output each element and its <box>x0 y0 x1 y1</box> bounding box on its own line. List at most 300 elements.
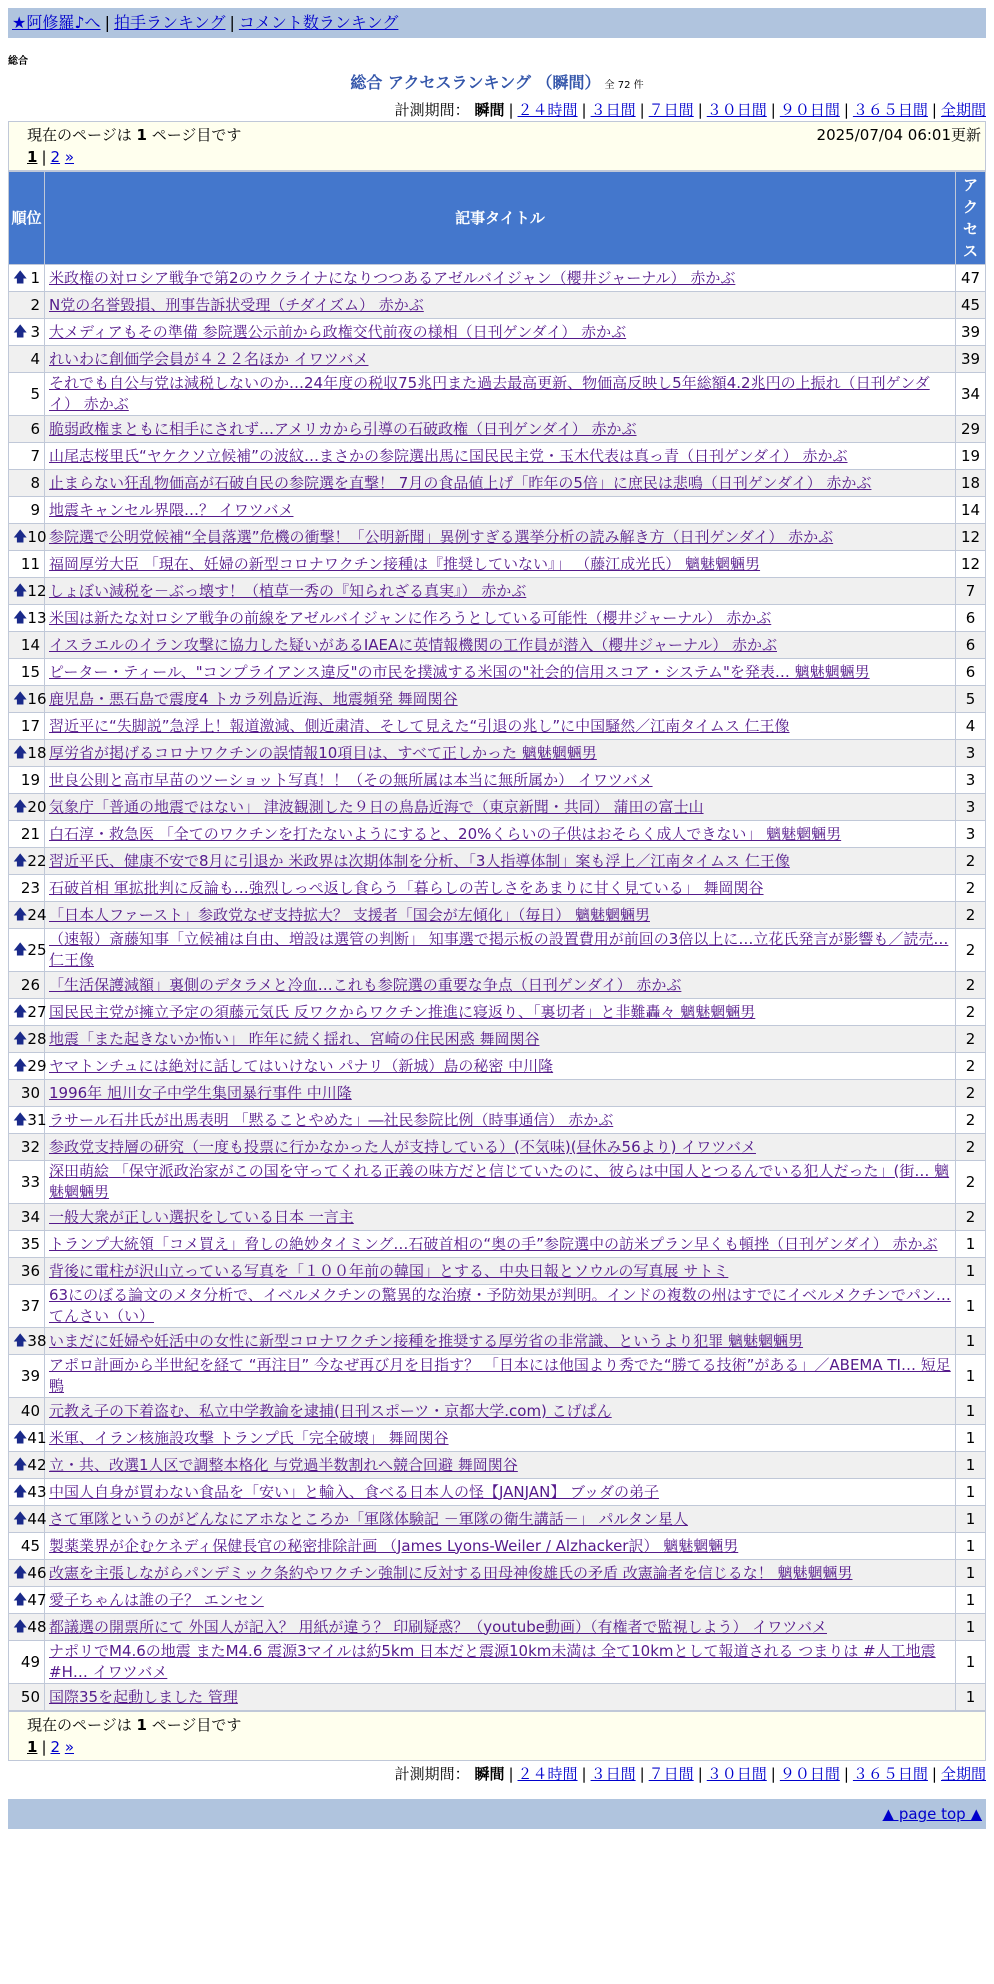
rank-number: 9 <box>30 500 40 519</box>
title-cell <box>45 1684 956 1711</box>
period-separator: | <box>697 101 703 119</box>
article-link[interactable]: 立・共、改選1人区で調整本格化 与党過半数割れへ競合回避 舞岡関谷 <box>49 1455 518 1474</box>
title-cell <box>45 1053 956 1080</box>
title-cell <box>45 1587 956 1614</box>
period-link[interactable]: ７日間 <box>648 1765 694 1783</box>
ranking-table <box>8 171 986 1711</box>
rank-cell <box>9 443 45 470</box>
access-count: 1 <box>956 1506 986 1533</box>
title-cell <box>45 373 956 416</box>
title-cell <box>45 1506 956 1533</box>
table-row <box>9 265 986 292</box>
article-link[interactable]: 世良公則と高市早苗のツーショット写真！！（その無所属は本当に無所属か） イワツバメ <box>49 770 653 789</box>
rank-cell <box>9 1026 45 1053</box>
article-link[interactable]: 地震キャンセル界隈…？ イワツバメ <box>49 500 294 519</box>
title-cell <box>45 265 956 292</box>
title-cell <box>45 929 956 972</box>
rank-up-arrow-icon: 🡅 <box>13 798 28 815</box>
rank-cell <box>9 497 45 524</box>
article-link[interactable]: 国際35を起動しました 管理 <box>49 1687 238 1706</box>
nav-separator: | <box>229 13 235 32</box>
rank-cell <box>9 470 45 497</box>
access-count: 5 <box>956 686 986 713</box>
article-link[interactable]: 白石淳・救急医 「全てのワクチンを打たないようにすると、20%くらいの子供はおそらく成人できない」 魑魅魍魎男 <box>49 824 842 843</box>
rank-number: 45 <box>20 1536 40 1555</box>
page-2-link[interactable]: 2 <box>50 148 61 166</box>
access-count: 2 <box>956 999 986 1026</box>
article-link[interactable]: ヤマトンチュには絶対に話してはいけない パナリ（新城）島の秘密 中川隆 <box>49 1056 554 1075</box>
rank-number: 21 <box>20 824 40 843</box>
access-count: 39 <box>956 319 986 346</box>
rank-number: 31 <box>27 1110 47 1129</box>
article-link[interactable]: 国民民主党が擁立予定の須藤元気氏 反ワクからワクチン推進に寝返り、「裏切者」と非難轟々 魑魅魍魎男 <box>49 1002 756 1021</box>
rank-cell <box>9 1328 45 1355</box>
rank-number: 1 <box>30 268 40 287</box>
rank-cell <box>9 319 45 346</box>
rank-number: 43 <box>27 1482 47 1501</box>
page-1-link[interactable]: 1 <box>27 148 38 166</box>
table-row <box>9 1134 986 1161</box>
title-cell <box>45 1614 956 1641</box>
rank-number: 50 <box>20 1687 40 1706</box>
access-count: 1 <box>956 1328 986 1355</box>
rank-number: 10 <box>27 527 47 546</box>
table-row <box>9 1560 986 1587</box>
table-row <box>9 1161 986 1204</box>
article-link[interactable]: いまだに妊婦や妊活中の女性に新型コロナワクチン接種を推奨する厚労省の非常識、というより犯罪 魑魅魍魎男 <box>49 1331 804 1350</box>
article-link[interactable]: 背後に電柱が沢山立っている写真を「１００年前の韓国」とする、中央日報とソウルの写真展 サトミ <box>49 1261 729 1280</box>
rank-number: 7 <box>30 446 40 465</box>
header-access: アクセス <box>956 172 986 265</box>
article-link[interactable]: 山尾志桜里氏“ヤケクソ立候補”の波紋…まさかの参院選出馬に国民民主党・玉木代表は真っ青（日刊ゲンダイ） 赤かぶ <box>49 446 848 465</box>
period-link[interactable]: ３６５日間 <box>852 101 928 119</box>
top-nav-bar <box>8 8 986 38</box>
rank-number: 3 <box>30 322 40 341</box>
table-row <box>9 346 986 373</box>
home-link[interactable]: ★阿修羅♪へ <box>12 13 101 32</box>
title-cell <box>45 1398 956 1425</box>
table-row <box>9 767 986 794</box>
title-cell <box>45 524 956 551</box>
article-link[interactable]: 製薬業界が企むケネディ保健長官の秘密排除計画 （James Lyons-Weiler / Alzhacker訳） 魑魅魍魎男 <box>49 1536 739 1555</box>
period-separator: | <box>843 101 849 119</box>
article-link[interactable]: 深田萌絵 「保守派政治家がこの国を守ってくれる正義の味方だと信じていたのに、彼らは中国人とつるんでいる犯人だった」(街… 魑魅魍魎男 <box>49 1162 950 1201</box>
period-selector-bottom <box>8 1763 986 1785</box>
article-link[interactable]: 改憲を主張しながらパンデミック条約やワクチン強制に反対する田母神俊雄氏の矛盾 改憲論者を信じるな！ 魑魅魍魎男 <box>49 1563 853 1582</box>
next-page-link[interactable]: » <box>64 148 75 166</box>
title-cell <box>45 605 956 632</box>
bottom-bar <box>8 1799 986 1829</box>
access-count: 1 <box>956 1231 986 1258</box>
table-row <box>9 1479 986 1506</box>
rank-number: 35 <box>20 1234 40 1253</box>
rank-cell <box>9 821 45 848</box>
article-link[interactable]: 米国は新たな対ロシア戦争の前線をアゼルバイジャンに作ろうとしている可能性（櫻井ジャーナル） 赤かぶ <box>49 608 772 627</box>
table-row <box>9 373 986 416</box>
article-link[interactable]: 63にのぼる論文のメタ分析で、イベルメクチンの驚異的な治療・予防効果が判明。インドの複数の州はすでにイベルメクチンでパン… てんさい（い） <box>49 1286 951 1325</box>
rank-cell <box>9 1134 45 1161</box>
article-link[interactable]: N党の名誉毀損、刑事告訴状受理（チダイズム） 赤かぶ <box>49 295 424 314</box>
table-row <box>9 999 986 1026</box>
rank-cell <box>9 1587 45 1614</box>
rank-number: 14 <box>20 635 40 654</box>
title-cell <box>45 443 956 470</box>
article-link[interactable]: 都議選の開票所にて 外国人が記入？ 用紙が違う？ 印刷疑惑？（youtube動画）（有権者で監視しよう） イワツバメ <box>49 1617 827 1636</box>
period-link[interactable]: 全期間 <box>940 1765 986 1783</box>
table-row <box>9 1452 986 1479</box>
article-link[interactable]: ラサール石井氏が出馬表明 「黙ることやめた」―社民参院比例（時事通信） 赤かぶ <box>49 1110 614 1129</box>
period-separator: | <box>697 1765 703 1783</box>
total-count: 全 72 件 <box>604 80 644 91</box>
rank-up-arrow-icon: 🡅 <box>13 1030 28 1047</box>
title-cell <box>45 1452 956 1479</box>
title-cell <box>45 794 956 821</box>
rank-cell <box>9 659 45 686</box>
rank-cell <box>9 1231 45 1258</box>
access-count: 3 <box>956 740 986 767</box>
rank-up-arrow-icon: 🡅 <box>13 1591 28 1608</box>
rank-up-arrow-icon: 🡅 <box>13 1483 28 1500</box>
rank-number: 25 <box>27 940 47 959</box>
period-separator: | <box>931 1765 937 1783</box>
article-link[interactable]: 「日本人ファースト」参政党なぜ支持拡大？ 支援者「国会が左傾化」（毎日） 魑魅魍魎男 <box>49 905 650 924</box>
rank-up-arrow-icon: 🡅 <box>13 609 28 626</box>
access-count: 34 <box>956 373 986 416</box>
article-link[interactable]: れいわに創価学会員が４２２名ほか イワツバメ <box>49 349 369 368</box>
period-separator: | <box>770 1765 776 1783</box>
title-cell <box>45 1258 956 1285</box>
table-row <box>9 1053 986 1080</box>
article-link[interactable]: 鹿児島・悪石島で震度4 トカラ列島近海、地震頻発 舞岡関谷 <box>49 689 458 708</box>
rank-cell <box>9 1506 45 1533</box>
title-cell <box>45 1425 956 1452</box>
page-title <box>8 72 986 97</box>
next-page-link[interactable]: » <box>64 1738 75 1756</box>
rank-number: 11 <box>20 554 40 573</box>
title-cell <box>45 1560 956 1587</box>
table-row <box>9 416 986 443</box>
article-link[interactable]: 参政党支持層の研究（一度も投票に行かなかった人が支持している）(不気味)(昼休み56より) イワツバメ <box>49 1137 756 1156</box>
access-count: 19 <box>956 443 986 470</box>
rank-number: 16 <box>27 689 47 708</box>
title-cell <box>45 1204 956 1231</box>
rank-cell <box>9 605 45 632</box>
period-separator: | <box>931 101 937 119</box>
rank-up-arrow-icon: 🡅 <box>13 852 28 869</box>
rank-number: 27 <box>27 1002 47 1021</box>
period-separator: | <box>639 1765 645 1783</box>
article-link[interactable]: さて軍隊というのがどんなにアホなところか「軍隊体験記 －軍隊の衛生講話－」 パルタン星人 <box>49 1509 688 1528</box>
table-row <box>9 578 986 605</box>
rank-cell <box>9 686 45 713</box>
article-link[interactable]: 厚労省が掲げるコロナワクチンの誤情報10項目は、すべて正しかった 魑魅魍魎男 <box>49 743 597 762</box>
article-link[interactable]: 脆弱政権まともに相手にされず…アメリカから引導の石破政権（日刊ゲンダイ） 赤かぶ <box>49 419 637 438</box>
table-row <box>9 902 986 929</box>
page-top-link[interactable]: ▲ page top ▲ <box>882 1805 982 1823</box>
title-cell <box>45 578 956 605</box>
title-cell <box>45 1080 956 1107</box>
table-row <box>9 1684 986 1711</box>
table-row <box>9 551 986 578</box>
rank-number: 49 <box>20 1652 40 1671</box>
rank-number: 6 <box>30 419 40 438</box>
table-row <box>9 524 986 551</box>
access-count: 2 <box>956 1161 986 1204</box>
access-count: 3 <box>956 794 986 821</box>
article-link[interactable]: 参院選で公明党候補“全員落選”危機の衝撃！「公明新聞」異例すぎる選挙分析の読み解き方（日刊ゲンダイ） 赤かぶ <box>49 527 834 546</box>
rank-number: 33 <box>20 1172 40 1191</box>
ranking-title: 総合 アクセスランキング （瞬間） <box>350 73 601 92</box>
page-1-link[interactable]: 1 <box>27 1738 38 1756</box>
title-cell <box>45 1641 956 1684</box>
period-link[interactable]: ９０日間 <box>779 101 840 119</box>
rank-number: 47 <box>27 1590 47 1609</box>
period-link[interactable]: ３６５日間 <box>852 1765 928 1783</box>
table-row <box>9 713 986 740</box>
title-cell <box>45 740 956 767</box>
article-link[interactable]: 元教え子の下着盗む、私立中学教諭を逮捕(日刊スポーツ・京都大学.com) こげぱん <box>49 1401 612 1420</box>
table-row <box>9 605 986 632</box>
article-link[interactable]: 一般大衆が正しい選択をしている日本 一言主 <box>49 1207 354 1226</box>
rank-up-arrow-icon: 🡅 <box>13 1332 28 1349</box>
period-link[interactable]: ３日間 <box>590 1765 636 1783</box>
table-row <box>9 821 986 848</box>
article-link[interactable]: 米政権の対ロシア戦争で第2のウクライナになりつつあるアゼルバイジャン（櫻井ジャーナル） 赤かぶ <box>49 268 736 287</box>
title-cell <box>45 1355 956 1398</box>
rank-cell <box>9 1614 45 1641</box>
rank-cell <box>9 1080 45 1107</box>
period-link[interactable]: ３０日間 <box>706 101 767 119</box>
clap-ranking-link[interactable]: 拍手ランキング <box>113 13 226 32</box>
title-cell <box>45 1107 956 1134</box>
article-link[interactable]: 止まらない狂乱物価高が石破自民の参院選を直撃！ 7月の食品値上げ「昨年の5倍」に庶民は悲鳴（日刊ゲンダイ） 赤かぶ <box>49 473 872 492</box>
table-row <box>9 1328 986 1355</box>
period-link[interactable]: ７日間 <box>648 101 694 119</box>
table-row <box>9 659 986 686</box>
title-cell <box>45 1328 956 1355</box>
rank-up-arrow-icon: 🡅 <box>13 941 28 958</box>
rank-number: 32 <box>20 1137 40 1156</box>
rank-up-arrow-icon: 🡅 <box>13 1456 28 1473</box>
title-cell <box>45 1026 956 1053</box>
rank-up-arrow-icon: 🡅 <box>13 582 28 599</box>
rank-number: 26 <box>20 975 40 994</box>
rank-number: 39 <box>20 1366 40 1385</box>
access-count: 2 <box>956 848 986 875</box>
rank-cell <box>9 1452 45 1479</box>
rank-cell <box>9 1285 45 1328</box>
rank-up-arrow-icon: 🡅 <box>13 1564 28 1581</box>
rank-cell <box>9 767 45 794</box>
article-link[interactable]: 「生活保護減額」裏側のデタラメと冷血…これも参院選の重要な争点（日刊ゲンダイ） 赤かぶ <box>49 975 682 994</box>
rank-up-arrow-icon: 🡅 <box>13 1111 28 1128</box>
table-row <box>9 292 986 319</box>
rank-number: 37 <box>20 1296 40 1315</box>
rank-number: 19 <box>20 770 40 789</box>
article-link[interactable]: 地震「また起きないか怖い」 昨年に続く揺れ、宮崎の住民困惑 舞岡関谷 <box>49 1029 540 1048</box>
article-link[interactable]: 習近平氏、健康不安で8月に引退か 米政界は次期体制を分析、「3人指導体制」案も浮上／江南タイムス 仁王像 <box>49 851 790 870</box>
rank-cell <box>9 794 45 821</box>
access-count: 2 <box>956 929 986 972</box>
rank-up-arrow-icon: 🡅 <box>13 269 28 286</box>
rank-cell <box>9 902 45 929</box>
table-row <box>9 1425 986 1452</box>
article-link[interactable]: （速報）斎藤知事「立候補は自由、増設は選管の判断」 知事選で掲示板の設置費用が前回の3倍以上に…立花氏発言が影響も／読売… 仁王像 <box>49 930 949 969</box>
title-cell <box>45 1533 956 1560</box>
access-count: 2 <box>956 1204 986 1231</box>
article-link[interactable]: 習近平に“失脚説”急浮上！報道激減、側近粛清、そして見えた“引退の兆し”に中国騒然／江南タイムス 仁王像 <box>49 716 790 735</box>
rank-cell <box>9 416 45 443</box>
period-link[interactable]: ３０日間 <box>706 1765 767 1783</box>
article-link[interactable]: ナポリでM4.6の地震 またM4.6 震源3マイルは約5km 日本だと震源10km未満は 全て10kmとして報道される つまりは #人工地震 #H… イワツバメ <box>49 1642 936 1681</box>
table-row <box>9 1026 986 1053</box>
rank-cell <box>9 292 45 319</box>
table-row <box>9 1204 986 1231</box>
access-count: 1 <box>956 1398 986 1425</box>
access-count: 1 <box>956 1258 986 1285</box>
rank-up-arrow-icon: 🡅 <box>13 1618 28 1635</box>
article-link[interactable]: 愛子ちゃんは誰の子？ エンセン <box>49 1590 264 1609</box>
rank-cell <box>9 848 45 875</box>
article-link[interactable]: 中国人自身が買わない食品を「安い」と輸入、食べる日本人の怪【JANJAN】 ブッダの弟子 <box>49 1482 660 1501</box>
rank-cell <box>9 1684 45 1711</box>
article-link[interactable]: 石破首相 軍拡批判に反論も…強烈しっぺ返し食らう「暮らしの苦しさをあまりに甘く見ている」 舞岡関谷 <box>49 878 764 897</box>
title-cell <box>45 999 956 1026</box>
rank-number: 5 <box>30 384 40 403</box>
title-cell <box>45 470 956 497</box>
table-row <box>9 1533 986 1560</box>
access-count: 47 <box>956 265 986 292</box>
rank-number: 42 <box>27 1455 47 1474</box>
rank-number: 12 <box>27 581 47 600</box>
page-2-link[interactable]: 2 <box>50 1738 61 1756</box>
title-cell <box>45 686 956 713</box>
rank-number: 20 <box>27 797 47 816</box>
table-row <box>9 319 986 346</box>
access-count: 2 <box>956 1107 986 1134</box>
rank-cell <box>9 1641 45 1684</box>
rank-number: 24 <box>27 905 47 924</box>
rank-cell <box>9 1398 45 1425</box>
title-cell <box>45 1134 956 1161</box>
title-cell <box>45 632 956 659</box>
table-row <box>9 1641 986 1684</box>
rank-number: 4 <box>30 349 40 368</box>
period-separator: | <box>843 1765 849 1783</box>
rank-up-arrow-icon: 🡅 <box>13 906 28 923</box>
title-cell <box>45 848 956 875</box>
access-count: 6 <box>956 659 986 686</box>
period-label: 計測期間： <box>394 1765 470 1783</box>
title-cell <box>45 1479 956 1506</box>
table-row <box>9 1231 986 1258</box>
header-rank: 順位 <box>9 172 45 265</box>
current-page-text: 現在のページは 1 ページ目です <box>27 1716 242 1734</box>
period-link[interactable]: ９０日間 <box>779 1765 840 1783</box>
rank-cell <box>9 524 45 551</box>
rank-number: 44 <box>27 1509 47 1528</box>
rank-cell <box>9 578 45 605</box>
rank-up-arrow-icon: 🡅 <box>13 323 28 340</box>
access-count: 4 <box>956 713 986 740</box>
article-link[interactable]: ピーター・ティール、"コンプライアンス違反"の市民を撲滅する米国の"社会的信用スコア・システム"を発表… 魑魅魍魎男 <box>49 662 870 681</box>
comment-ranking-link[interactable]: コメント数ランキング <box>238 13 399 32</box>
rank-cell <box>9 972 45 999</box>
rank-cell <box>9 346 45 373</box>
article-link[interactable]: 米軍、イラン核施設攻撃 トランプ氏「完全破壊」 舞岡関谷 <box>49 1428 449 1447</box>
rank-number: 28 <box>27 1029 47 1048</box>
access-count: 12 <box>956 524 986 551</box>
table-row <box>9 1080 986 1107</box>
article-link[interactable]: アポロ計画から半世紀を経て “再注目” 今なぜ再び月を目指す？ 「日本には他国より秀でた“勝てる技術”がある」／ABEMA TI… 短足鴨 <box>49 1356 951 1395</box>
title-cell <box>45 551 956 578</box>
period-link[interactable]: ２４時間 <box>517 101 578 119</box>
rank-cell <box>9 713 45 740</box>
period-separator: | <box>508 1765 514 1783</box>
period-link[interactable]: ２４時間 <box>517 1765 578 1783</box>
article-link[interactable]: トランプ大統領「コメ買え」脅しの絶妙タイミング…石破首相の“奥の手”参院選中の訪米プラン早くも頓挫（日刊ゲンダイ） 赤かぶ <box>49 1234 938 1253</box>
rank-number: 8 <box>30 473 40 492</box>
table-row <box>9 1355 986 1398</box>
article-link[interactable]: イスラエルのイラン攻撃に協力した疑いがあるIAEAに英情報機関の工作員が潜入（櫻井ジャーナル） 赤かぶ <box>49 635 777 654</box>
period-separator: | <box>581 101 587 119</box>
access-count: 12 <box>956 551 986 578</box>
rank-cell <box>9 551 45 578</box>
title-cell <box>45 416 956 443</box>
rank-number: 17 <box>20 716 40 735</box>
rank-cell <box>9 929 45 972</box>
table-row <box>9 1258 986 1285</box>
rank-cell <box>9 875 45 902</box>
access-count: 1 <box>956 1560 986 1587</box>
access-count: 6 <box>956 632 986 659</box>
article-link[interactable]: 1996年 旭川女子中学生集団暴行事件 中川隆 <box>49 1083 352 1102</box>
period-label: 計測期間： <box>394 101 470 119</box>
access-count: 2 <box>956 875 986 902</box>
access-count: 39 <box>956 346 986 373</box>
access-count: 6 <box>956 605 986 632</box>
article-link[interactable]: 大メディアもその準備 参院選公示前から政権交代前夜の様相（日刊ゲンダイ） 赤かぶ <box>49 322 627 341</box>
rank-cell <box>9 999 45 1026</box>
article-link[interactable]: 気象庁「普通の地震ではない」 津波観測した９日の鳥島近海で（東京新聞・共同） 蒲田の富士山 <box>49 797 704 816</box>
period-separator: | <box>639 101 645 119</box>
pager-separator: | <box>41 1738 47 1756</box>
period-link[interactable]: ３日間 <box>590 101 636 119</box>
title-cell <box>45 497 956 524</box>
header-title: 記事タイトル <box>45 172 956 265</box>
article-link[interactable]: しょぼい減税を－ぶっ壊す！（植草一秀の『知られざる真実』） 赤かぶ <box>49 581 527 600</box>
nav-separator: | <box>104 13 110 32</box>
updated-time: 2025/07/04 06:01更新 <box>816 126 981 144</box>
period-current: 瞬間 <box>474 1765 505 1783</box>
pager-separator: | <box>41 148 47 166</box>
period-link[interactable]: 全期間 <box>940 101 986 119</box>
title-cell <box>45 346 956 373</box>
pager-top <box>27 146 981 168</box>
access-count: 1 <box>956 1479 986 1506</box>
article-link[interactable]: それでも自公与党は減税しないのか…24年度の税収75兆円また過去最高更新、物価高反映し5年総額4.2兆円の上振れ（日刊ゲンダイ） 赤かぶ <box>49 374 930 413</box>
article-link[interactable]: 福岡厚労大臣 「現在、妊婦の新型コロナワクチン接種は『推奨していない』」 （藤江成光氏） 魑魅魍魎男 <box>49 554 761 573</box>
title-cell <box>45 767 956 794</box>
rank-cell <box>9 373 45 416</box>
title-cell <box>45 319 956 346</box>
period-current: 瞬間 <box>474 101 505 119</box>
rank-up-arrow-icon: 🡅 <box>13 1510 28 1527</box>
access-count: 18 <box>956 470 986 497</box>
title-cell <box>45 875 956 902</box>
rank-number: 41 <box>27 1428 47 1447</box>
access-count: 1 <box>956 1587 986 1614</box>
